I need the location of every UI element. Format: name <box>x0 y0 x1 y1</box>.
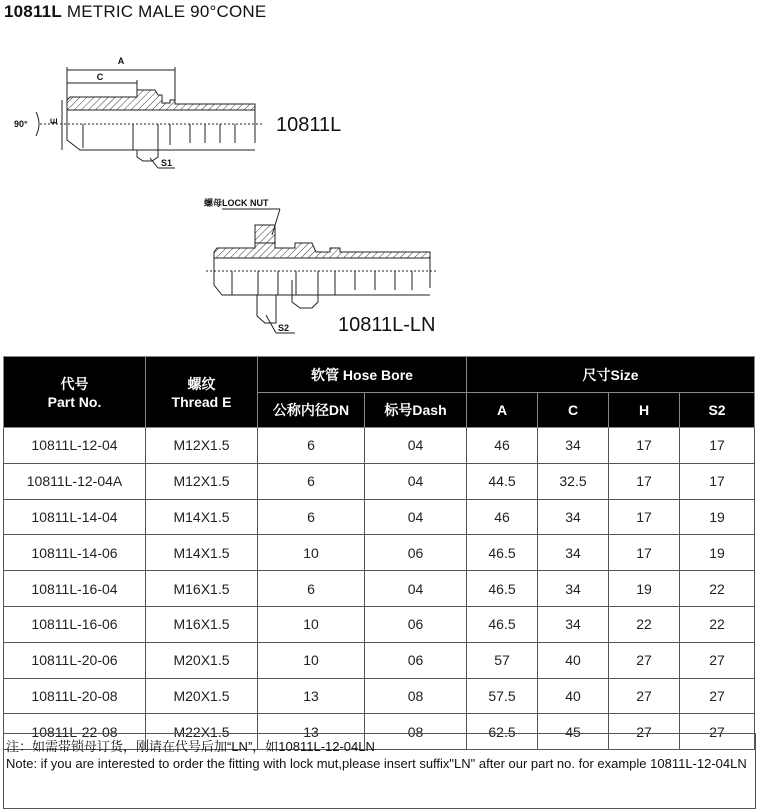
header-thread <box>146 357 258 428</box>
cell-part: 10811L-22-08 <box>4 714 146 750</box>
cell-dn: 13 <box>258 714 365 750</box>
cell-dash: 04 <box>365 463 467 499</box>
cell-s2: 27 <box>680 642 755 678</box>
cell-dash: 06 <box>365 535 467 571</box>
cell-dash: 06 <box>365 606 467 642</box>
cell-a: 44.5 <box>467 463 538 499</box>
cell-dn: 10 <box>258 535 365 571</box>
cell-thread: M20X1.5 <box>146 678 258 714</box>
header-thread-en: Thread E <box>171 394 232 410</box>
table-row <box>4 463 755 499</box>
cell-c: 34 <box>538 499 609 535</box>
cell-c: 45 <box>538 714 609 750</box>
dim-c-label: C <box>96 72 104 82</box>
title-text: METRIC MALE 90°CONE <box>66 2 267 21</box>
header-c: C <box>538 393 609 428</box>
s1-label: S1 <box>161 158 173 168</box>
cell-dash: 04 <box>365 571 467 607</box>
cell-h: 22 <box>609 606 680 642</box>
header-hose-bore: 软管 Hose Bore <box>258 357 467 393</box>
table-row <box>4 428 755 464</box>
cell-h: 27 <box>609 678 680 714</box>
s2-label: S2 <box>278 323 290 333</box>
cell-dn: 10 <box>258 642 365 678</box>
cell-c: 34 <box>538 428 609 464</box>
cell-part: 10811L-12-04 <box>4 428 146 464</box>
cell-dn: 13 <box>258 678 365 714</box>
cell-dash: 06 <box>365 642 467 678</box>
cell-dn: 6 <box>258 571 365 607</box>
table-row <box>4 499 755 535</box>
header-size: 尺寸Size <box>467 357 755 393</box>
cell-part: 10811L-12-04A <box>4 463 146 499</box>
model-label-10811l: 10811L <box>276 114 342 136</box>
title-code: 10811L <box>4 2 62 21</box>
header-dn: 公称内径DN <box>258 393 365 428</box>
cell-dn: 6 <box>258 428 365 464</box>
cell-s2: 22 <box>680 571 755 607</box>
fitting-drawing-10811l <box>0 50 300 180</box>
cell-a: 62.5 <box>467 714 538 750</box>
order-note <box>3 733 756 809</box>
cell-part: 10811L-20-06 <box>4 642 146 678</box>
cell-dn: 6 <box>258 499 365 535</box>
cell-c: 40 <box>538 678 609 714</box>
cell-dash: 04 <box>365 428 467 464</box>
cell-dash: 08 <box>365 678 467 714</box>
cell-c: 32.5 <box>538 463 609 499</box>
table-row <box>4 606 755 642</box>
dim-a-label: A <box>117 56 125 66</box>
cell-part: 10811L-16-06 <box>4 606 146 642</box>
cell-s2: 17 <box>680 463 755 499</box>
cell-a: 46 <box>467 499 538 535</box>
cell-h: 27 <box>609 642 680 678</box>
cell-s2: 17 <box>680 428 755 464</box>
angle-label: 90° <box>14 119 28 129</box>
cell-dn: 10 <box>258 606 365 642</box>
cell-c: 40 <box>538 642 609 678</box>
cell-h: 17 <box>609 463 680 499</box>
cell-c: 34 <box>538 535 609 571</box>
cell-part: 10811L-14-06 <box>4 535 146 571</box>
table-row <box>4 535 755 571</box>
cell-a: 57.5 <box>467 678 538 714</box>
model-label-10811l-ln: 10811L-LN <box>338 314 436 336</box>
cell-h: 19 <box>609 571 680 607</box>
header-s2: S2 <box>680 393 755 428</box>
cell-s2: 22 <box>680 606 755 642</box>
cell-thread: M12X1.5 <box>146 428 258 464</box>
cell-s2: 27 <box>680 714 755 750</box>
cell-dash: 08 <box>365 714 467 750</box>
header-part-no <box>4 357 146 428</box>
cell-s2: 19 <box>680 535 755 571</box>
cell-a: 46.5 <box>467 535 538 571</box>
header-dash: 标号Dash <box>365 393 467 428</box>
header-h: H <box>609 393 680 428</box>
cell-part: 10811L-16-04 <box>4 571 146 607</box>
cell-thread: M14X1.5 <box>146 499 258 535</box>
locknut-label: 螺母LOCK NUT <box>204 198 269 208</box>
header-a: A <box>467 393 538 428</box>
header-part-cn: 代号 <box>60 376 89 392</box>
cell-thread: M16X1.5 <box>146 606 258 642</box>
cell-dash: 04 <box>365 499 467 535</box>
cell-thread: M14X1.5 <box>146 535 258 571</box>
cell-part: 10811L-20-08 <box>4 678 146 714</box>
cell-a: 46.5 <box>467 606 538 642</box>
cell-thread: M20X1.5 <box>146 642 258 678</box>
header-thread-cn: 螺纹 <box>187 376 216 392</box>
cell-part: 10811L-14-04 <box>4 499 146 535</box>
cell-s2: 27 <box>680 678 755 714</box>
cell-thread: M16X1.5 <box>146 571 258 607</box>
table-row <box>4 571 755 607</box>
cell-thread: M12X1.5 <box>146 463 258 499</box>
dim-e-label: E <box>49 117 59 124</box>
spec-table <box>3 356 755 750</box>
cell-c: 34 <box>538 571 609 607</box>
cell-h: 17 <box>609 428 680 464</box>
header-part-en: Part No. <box>47 394 102 410</box>
cell-h: 17 <box>609 535 680 571</box>
table-row <box>4 678 755 714</box>
cell-a: 57 <box>467 642 538 678</box>
page-title <box>4 2 266 22</box>
cell-s2: 19 <box>680 499 755 535</box>
table-row <box>4 642 755 678</box>
cell-h: 27 <box>609 714 680 750</box>
cell-h: 17 <box>609 499 680 535</box>
cell-c: 34 <box>538 606 609 642</box>
note-cn: 注：如需带锁母订货，刚请在代号后加“LN”，如10811L-12-04LN <box>6 739 375 754</box>
note-en: Note: if you are interested to order the fitting with lock mut,please insert suffix"LN" after our part no. for example 10811L-12-04LN <box>6 756 747 771</box>
cell-a: 46.5 <box>467 571 538 607</box>
cell-a: 46 <box>467 428 538 464</box>
cell-dn: 6 <box>258 463 365 499</box>
cell-thread: M22X1.5 <box>146 714 258 750</box>
